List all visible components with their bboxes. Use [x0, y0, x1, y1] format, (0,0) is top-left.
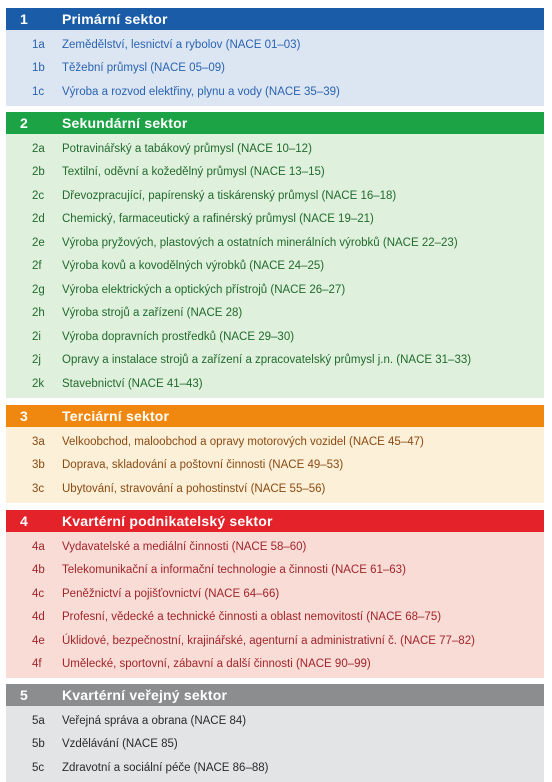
list-item	[6, 33, 544, 57]
item-code: 2f	[32, 260, 42, 273]
list-item	[6, 231, 544, 255]
section-tertiary	[6, 405, 544, 503]
list-item	[6, 278, 544, 302]
section-header	[6, 684, 544, 706]
item-code: 3c	[32, 482, 45, 495]
section-body	[6, 30, 544, 106]
item-text: Potravinářský a tabákový průmysl (NACE 10–12)	[62, 142, 312, 155]
item-text: Vydavatelské a mediální činnosti (NACE 58–60)	[62, 540, 307, 553]
list-item	[6, 733, 544, 757]
item-code: 4e	[32, 634, 45, 647]
item-text: Opravy a instalace strojů a zařízení a zpracovatelský průmysl j.n. (NACE 31–33)	[62, 354, 472, 367]
section-title: Sekundární sektor	[62, 115, 188, 131]
section-header	[6, 405, 544, 427]
list-item	[6, 477, 544, 501]
section-body	[6, 532, 544, 678]
item-text: Peněžnictví a pojišťovnictví (NACE 64–66)	[62, 587, 280, 600]
section-body	[6, 134, 544, 398]
list-item	[6, 184, 544, 208]
item-code: 5c	[32, 761, 45, 774]
item-code: 2i	[32, 330, 41, 343]
item-text: Doprava, skladování a poštovní činnosti (NACE 49–53)	[62, 459, 344, 472]
item-text: Zdravotní a sociální péče (NACE 86–88)	[62, 761, 269, 774]
item-code: 5b	[32, 738, 45, 751]
item-code: 2a	[32, 142, 45, 155]
section-title: Primární sektor	[62, 11, 168, 27]
item-text: Veřejná správa a obrana (NACE 84)	[62, 714, 247, 727]
section-title: Kvartérní podnikatelský sektor	[62, 513, 273, 529]
item-text: Vzdělávání (NACE 85)	[62, 738, 178, 751]
item-text: Telekomunikační a informační technologie a činnosti (NACE 61–63)	[62, 564, 406, 577]
list-item	[6, 208, 544, 232]
item-code: 2c	[32, 189, 45, 202]
item-text: Výroba pryžových, plastových a ostatních minerálních výrobků (NACE 22–23)	[62, 236, 458, 249]
item-code: 2k	[32, 377, 45, 390]
item-code: 4f	[32, 658, 42, 671]
list-item	[6, 372, 544, 396]
list-item	[6, 137, 544, 161]
item-code: 2b	[32, 166, 45, 179]
item-text: Zemědělství, lesnictví a rybolov (NACE 01–03)	[62, 38, 301, 51]
item-text: Stavebnictví (NACE 41–43)	[62, 377, 203, 390]
list-item	[6, 255, 544, 279]
section-body	[6, 427, 544, 503]
list-item	[6, 57, 544, 81]
section-title: Kvartérní veřejný sektor	[62, 687, 228, 703]
item-code: 4a	[32, 540, 45, 553]
section-number: 5	[20, 687, 28, 703]
item-text: Výroba elektrických a optických přístrojů (NACE 26–27)	[62, 283, 346, 296]
item-code: 2d	[32, 213, 45, 226]
item-text: Ubytování, stravování a pohostinství (NACE 55–56)	[62, 482, 326, 495]
item-text: Výroba dopravních prostředků (NACE 29–30)	[62, 330, 295, 343]
item-code: 2j	[32, 354, 41, 367]
item-code: 4c	[32, 587, 45, 600]
list-item	[6, 302, 544, 326]
item-code: 1a	[32, 38, 45, 51]
item-code: 3b	[32, 459, 45, 472]
item-code: 2h	[32, 307, 45, 320]
section-header	[6, 112, 544, 134]
item-text: Výroba kovů a kovodělných výrobků (NACE 24–25)	[62, 260, 325, 273]
section-number: 3	[20, 408, 28, 424]
section-body	[6, 706, 544, 782]
list-item	[6, 325, 544, 349]
list-item	[6, 454, 544, 478]
item-code: 4d	[32, 611, 45, 624]
item-code: 1b	[32, 62, 45, 75]
list-item	[6, 606, 544, 630]
item-text: Výroba strojů a zařízení (NACE 28)	[62, 307, 243, 320]
list-item	[6, 349, 544, 373]
item-code: 4b	[32, 564, 45, 577]
item-code: 2g	[32, 283, 45, 296]
section-quaternary-public	[6, 684, 544, 782]
list-item	[6, 430, 544, 454]
item-text: Profesní, vědecké a technické činnosti a oblast nemovitostí (NACE 68–75)	[62, 611, 442, 624]
section-number: 4	[20, 513, 28, 529]
section-title: Terciární sektor	[62, 408, 170, 424]
item-code: 2e	[32, 236, 45, 249]
item-text: Těžební průmysl (NACE 05–09)	[62, 62, 225, 75]
item-text: Dřevozpracující, papírenský a tiskárenský průmysl (NACE 16–18)	[62, 189, 397, 202]
list-item	[6, 653, 544, 677]
item-text: Chemický, farmaceutický a rafinérský průmysl (NACE 19–21)	[62, 213, 374, 226]
list-item	[6, 709, 544, 733]
item-text: Textilní, oděvní a kožedělný průmysl (NACE 13–15)	[62, 166, 325, 179]
item-code: 1c	[32, 85, 45, 98]
section-quaternary-business	[6, 510, 544, 678]
section-header	[6, 510, 544, 532]
section-primary	[6, 8, 544, 106]
list-item	[6, 756, 544, 780]
section-secondary	[6, 112, 544, 398]
section-number: 2	[20, 115, 28, 131]
list-item	[6, 80, 544, 104]
list-item	[6, 161, 544, 185]
item-text: Výroba a rozvod elektřiny, plynu a vody (NACE 35–39)	[62, 85, 340, 98]
item-code: 3a	[32, 435, 45, 448]
list-item	[6, 559, 544, 583]
list-item	[6, 629, 544, 653]
section-header	[6, 8, 544, 30]
list-item	[6, 535, 544, 559]
item-text: Umělecké, sportovní, zábavní a další činnosti (NACE 90–99)	[62, 658, 371, 671]
item-text: Úklidové, bezpečnostní, krajinářské, agenturní a administrativní č. (NACE 77–82)	[62, 634, 475, 647]
item-text: Velkoobchod, maloobchod a opravy motorových vozidel (NACE 45–47)	[62, 435, 424, 448]
list-item	[6, 582, 544, 606]
section-number: 1	[20, 11, 28, 27]
item-code: 5a	[32, 714, 45, 727]
